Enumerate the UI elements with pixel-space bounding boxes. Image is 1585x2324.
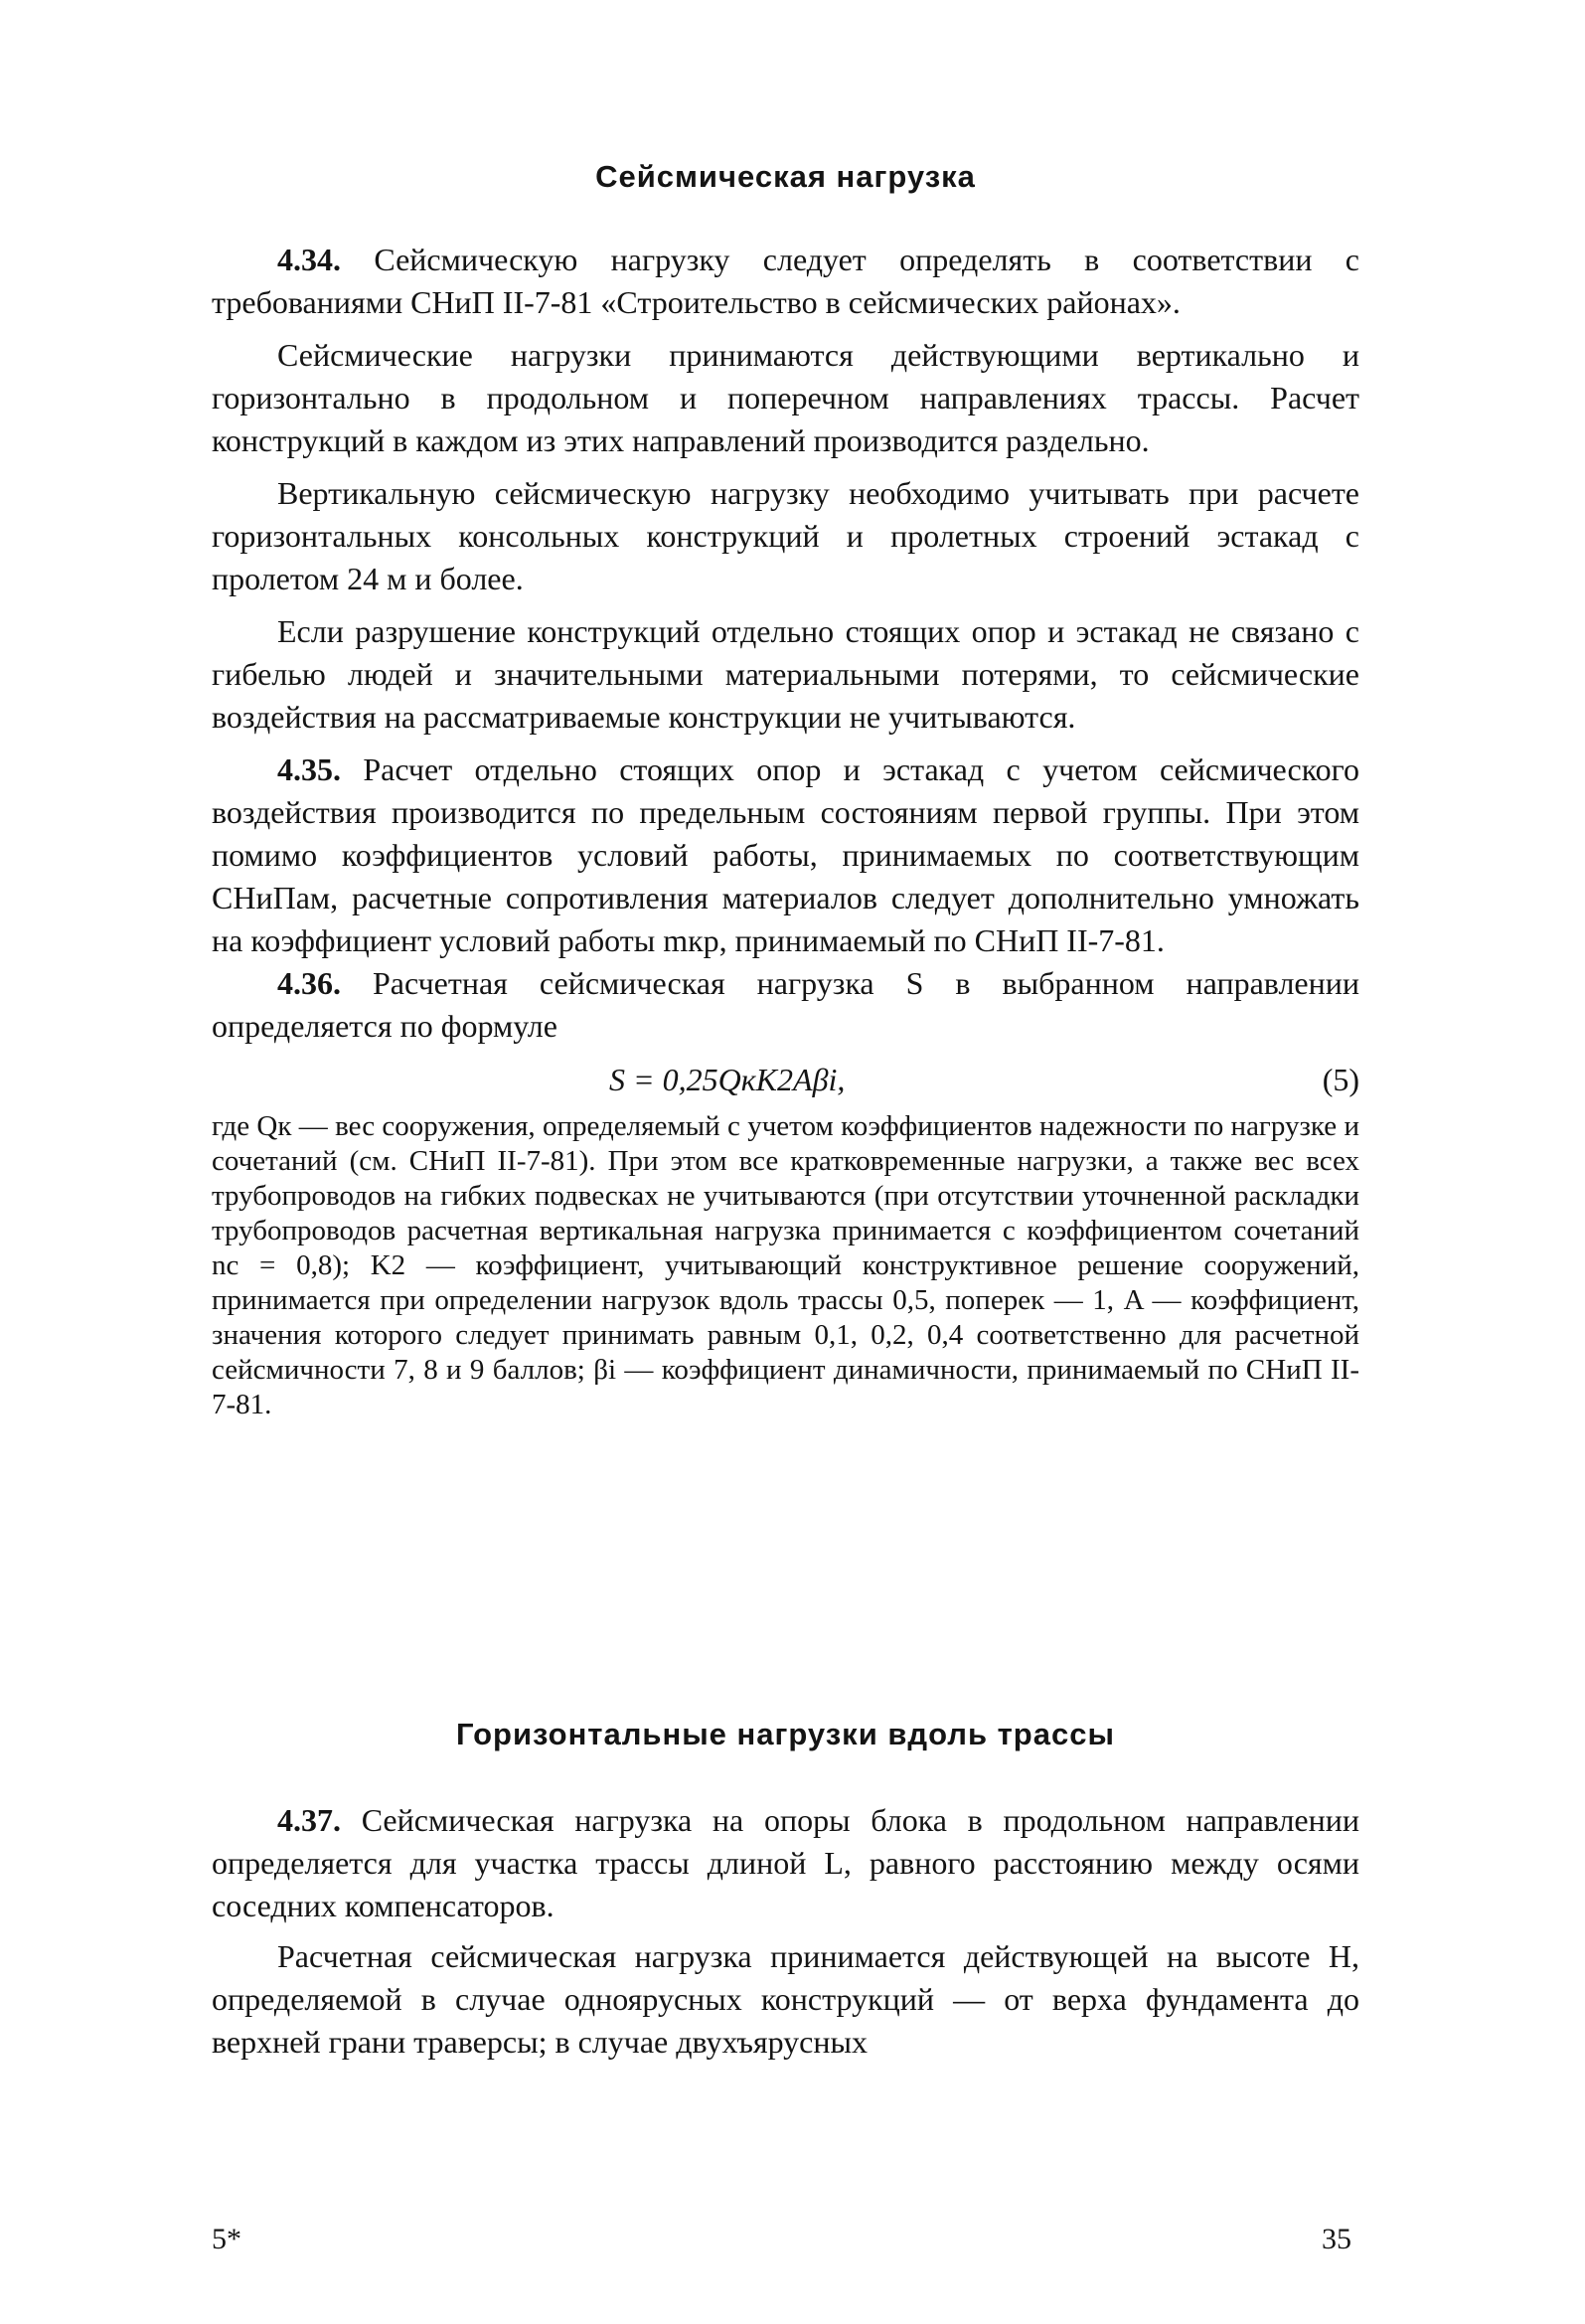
clause-number: 4.37. [277, 1802, 341, 1838]
paragraph-failure-exemption: Если разрушение конструкций отдельно стоящих опор и эстакад не связано с гибелью людей и значительными материальными потерями, то сейсмические воздействия на рассматриваемые конструкции не учитываются. [212, 613, 1359, 735]
clause-number: 4.34. [277, 242, 341, 277]
paragraph-4-37 [212, 1799, 1359, 1927]
paragraph-4-34 [212, 239, 1359, 324]
clause-text: Расчет отдельно стоящих опор и эстакад с учетом сейсмического воздействия производится по предельным состояниям первой группы. При этом помимо коэффициентов условий работы, принимаемых по соответствующим СНиПам, расчетные сопротивления материалов следует дополнительно умножать на коэффициент условий работы mкр, принимаемый по СНиП II-7-81. [212, 751, 1359, 958]
formula-number: (5) [1322, 1062, 1359, 1097]
section-heading-horizontal-loads: Горизонтальные нагрузки вдоль трассы [456, 1717, 1115, 1751]
clause-number: 4.35. [277, 751, 341, 787]
paragraph-load-directions: Сейсмические нагрузки принимаются действующими вертикально и горизонтально в продольном и поперечном направлениях трассы. Расчет конструкций в каждом из этих направлений производится раздельно. [212, 337, 1359, 458]
section-heading-seismic-load: Сейсмическая нагрузка [595, 159, 976, 194]
section-body-seismic-load [212, 239, 1359, 1422]
signature-mark: 5* [212, 2223, 241, 2255]
paragraph-4-36 [212, 962, 1359, 1048]
paragraph-vertical-load: Вертикальную сейсмическую нагрузку необходимо учитывать при расчете горизонтальных консольных конструкций и пролетных строений эстакад с пролетом 24 м и более. [212, 475, 1359, 596]
formula-5 [212, 1062, 1359, 1101]
paragraph-formula-explanation: где Qк — вес сооружения, определяемый с учетом коэффициентов надежности по нагрузке и сочетаний (см. СНиП II-7-81). При этом все кратковременные нагрузки, а также вес всех трубопроводов на гибких подвесках не учитываются (при отсутствии уточненной раскладки трубопроводов расчетная вертикальная нагрузка принимается с коэффициентом сочетаний nc = 0,8); K2 — коэффициент, учитывающий конструктивное решение сооружений, принимается при определении нагрузок вдоль трассы 0,5, поперек — 1, A — коэффициент, значения которого следует принимать равным 0,1, 0,2, 0,4 соответственно для расчетной сейсмичности 7, 8 и 9 баллов; βi — коэффициент динамичности, принимаемый по СНиП II-7-81. [212, 1110, 1359, 1420]
formula-explanation-block [212, 1109, 1359, 1422]
clause-number: 4.36. [277, 965, 341, 1001]
clause-text: Сейсмическую нагрузку следует определять в соответствии с требованиями СНиП II-7-81 «Строительство в сейсмических районах». [212, 242, 1359, 320]
paragraph-load-height: Расчетная сейсмическая нагрузка принимается действующей на высоте H, определяемой в случае одноярусных конструкций — от верха фундамента до верхней грани траверсы; в случае двухъярусных [212, 1938, 1359, 2060]
section-body-horizontal-loads [212, 1799, 1359, 2064]
clause-text: Расчетная сейсмическая нагрузка S в выбранном направлении определяется по формуле [212, 965, 1359, 1044]
formula-expression: S = 0,25QкK2Aβi, [609, 1062, 846, 1097]
paragraph-4-35 [212, 748, 1359, 962]
clause-text: Сейсмическая нагрузка на опоры блока в продольном направлении определяется для участка трассы длиной L, равного расстоянию между осями соседних компенсаторов. [212, 1802, 1359, 1923]
page-number: 35 [1322, 2223, 1351, 2255]
